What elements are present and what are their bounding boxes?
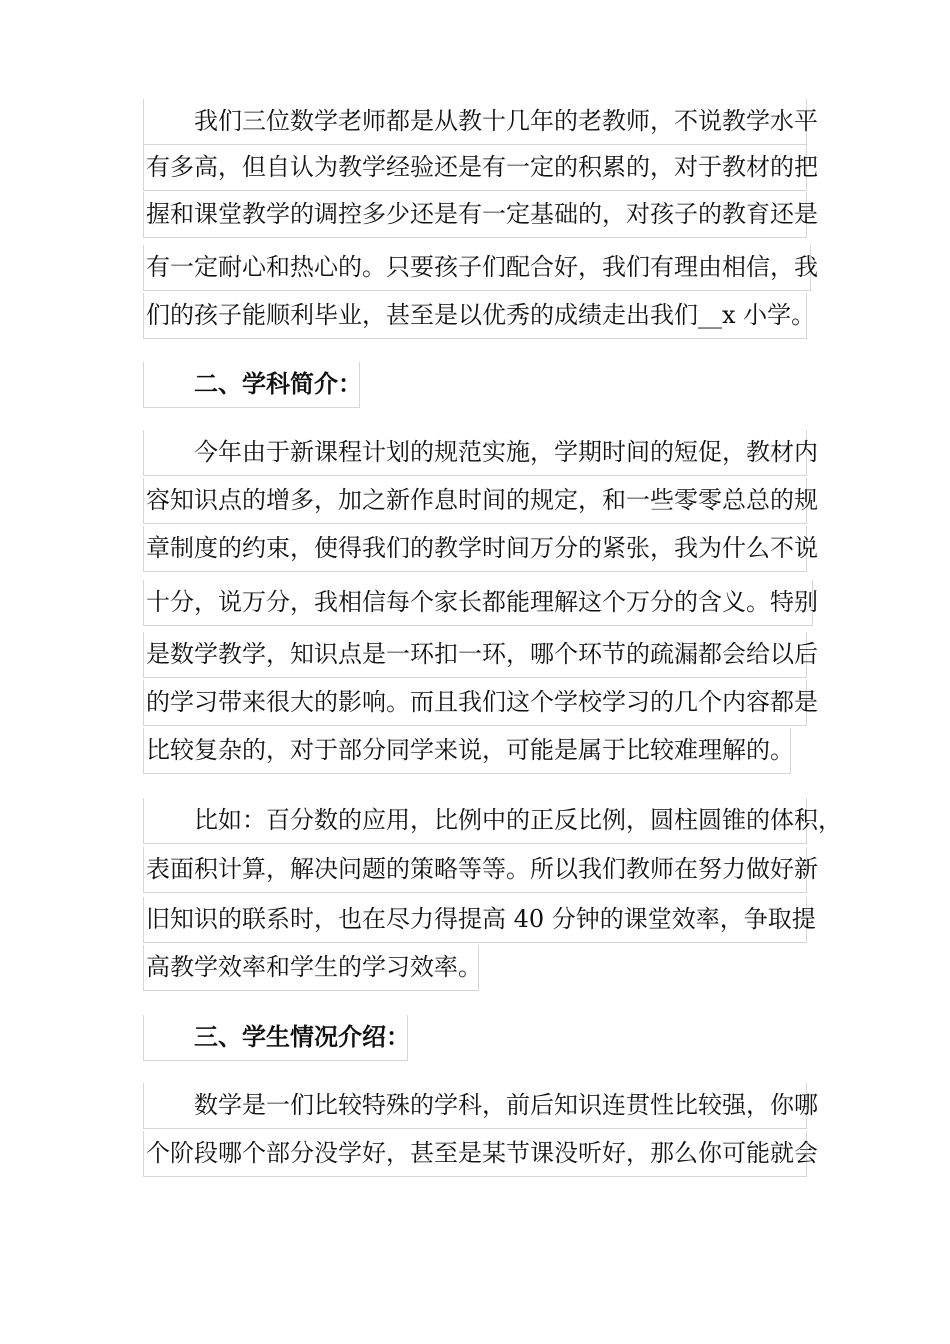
paragraph-line: 比较复杂的，对于部分同学来说，可能是属于比较难理解的。 <box>143 728 791 774</box>
paragraph-line: 比如：百分数的应用，比例中的正反比例，圆柱圆锥的体积， <box>143 798 807 844</box>
paragraph-line: 十分，说万分，我相信每个家长都能理解这个万分的含义。特别 <box>143 580 813 626</box>
paragraph-line: 高教学效率和学生的学习效率。 <box>143 945 479 991</box>
paragraph-line: 个阶段哪个部分没学好，甚至是某节课没听好，那么你可能就会 <box>143 1131 807 1177</box>
paragraph-line: 握和课堂教学的调控多少还是有一定基础的，对孩子的教育还是 <box>143 192 807 238</box>
paragraph-line: 表面积计算，解决问题的策略等等。所以我们教师在努力做好新 <box>143 847 807 893</box>
paragraph-line: 旧知识的联系时，也在尽力得提高 40 分钟的课堂效率，争取提 <box>143 897 807 943</box>
section-heading: 三、学生情况介绍： <box>143 1015 408 1061</box>
paragraph-line: 章制度的约束，使得我们的教学时间万分的紧张，我为什么不说 <box>143 526 807 572</box>
paragraph-line: 容知识点的增多，加之新作息时间的规定，和一些零零总总的规 <box>143 478 807 524</box>
paragraph-line: 的学习带来很大的影响。而且我们这个学校学习的几个内容都是 <box>143 680 807 726</box>
paragraph-line: 我们三位数学老师都是从教十几年的老教师，不说教学水平 <box>143 99 807 145</box>
paragraph-line: 是数学教学，知识点是一环扣一环，哪个环节的疏漏都会给以后 <box>143 632 807 678</box>
paragraph-line: 们的孩子能顺利毕业，甚至是以优秀的成绩走出我们__x 小学。 <box>143 293 807 339</box>
paragraph-line: 今年由于新课程计划的规范实施，学期时间的短促，教材内 <box>143 430 807 476</box>
paragraph-line: 有多高，但自认为教学经验还是有一定的积累的，对于教材的把 <box>143 145 807 191</box>
paragraph-line: 有一定耐心和热心的。只要孩子们配合好，我们有理由相信，我 <box>143 245 811 291</box>
paragraph-line: 数学是一们比较特殊的学科，前后知识连贯性比较强，你哪 <box>143 1083 807 1129</box>
section-heading: 二、学科简介： <box>143 362 360 408</box>
